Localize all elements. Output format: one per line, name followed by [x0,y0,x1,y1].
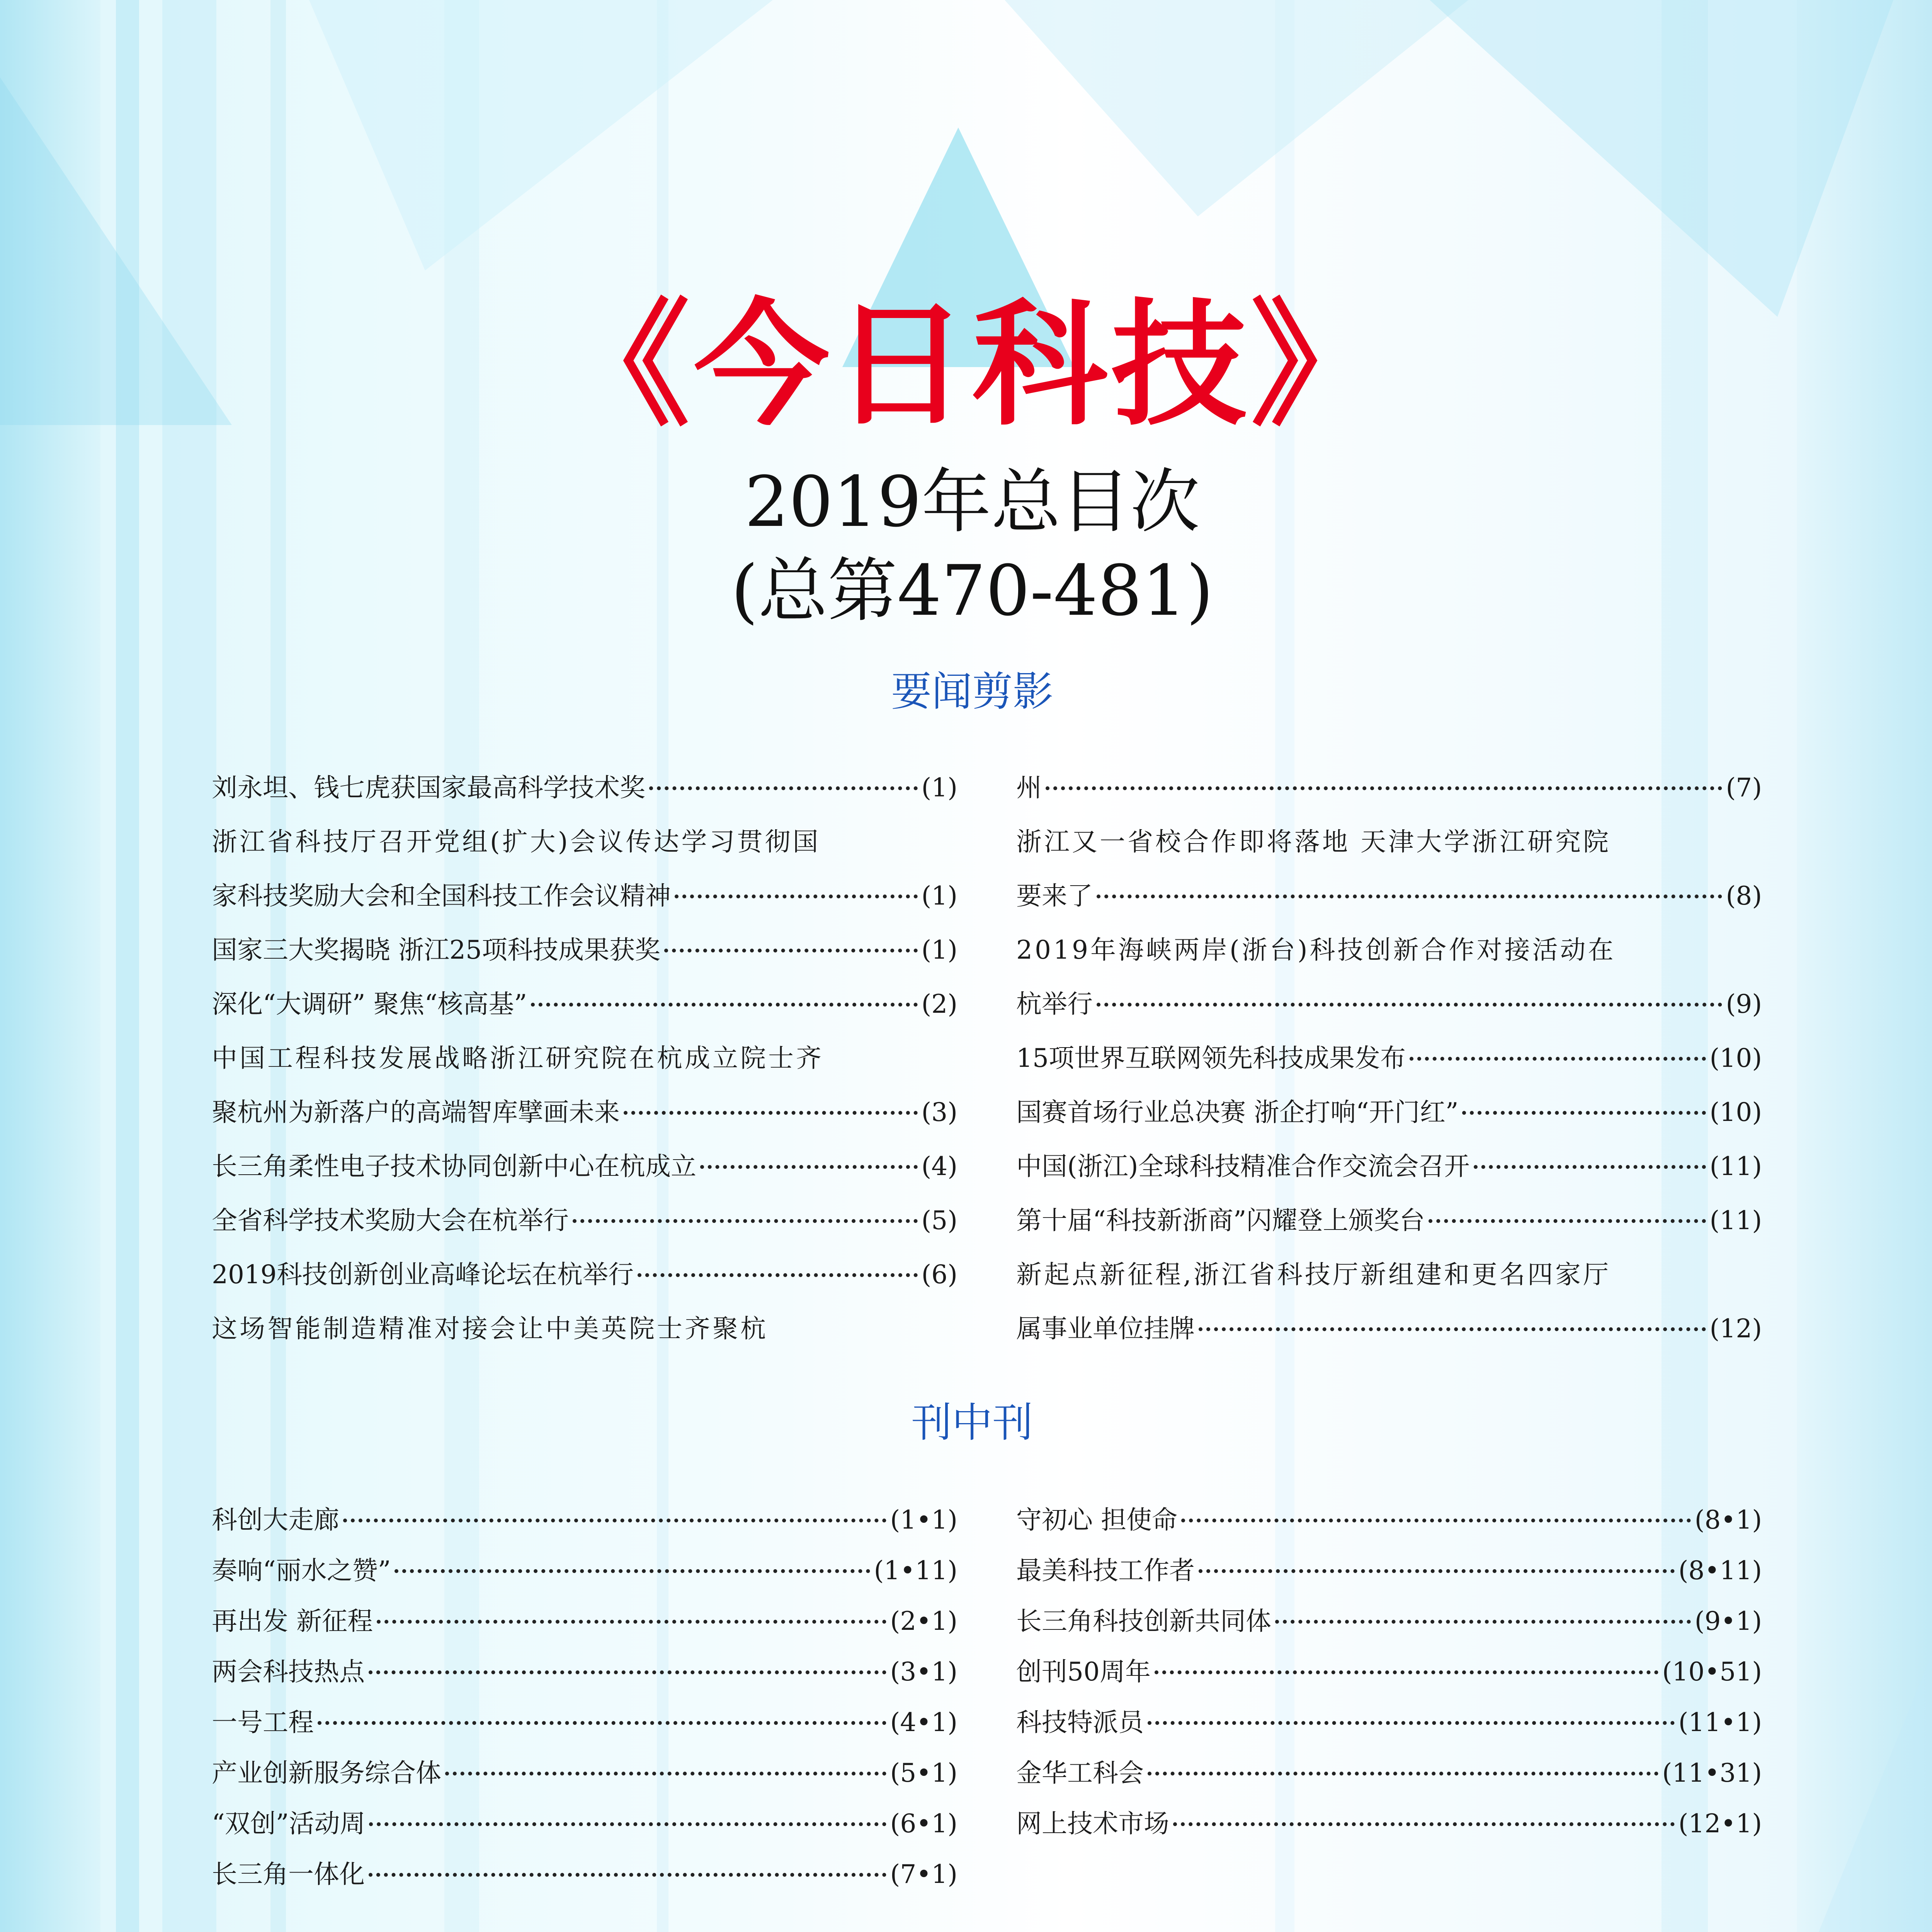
toc-entry-title: 国家三大奖揭晓 浙江25项科技成果获奖 [212,935,660,965]
toc-entry-page: (5•1) [890,1758,957,1788]
toc-entry [1016,1146,1762,1200]
toc-entry-title: 一号工程 [212,1708,314,1737]
toc-leader-dots [1181,1519,1691,1522]
toc-leader-dots [1148,1721,1675,1725]
toc-entry-page: (7) [1726,773,1762,803]
toc-leader-dots [1199,1569,1675,1573]
toc-entry-title: 创刊50周年 [1016,1657,1151,1687]
toc-entry-line: 中国工程科技发展战略浙江研究院在杭成立院士齐 [212,1043,824,1073]
toc-entry-title: 国赛首场行业总决赛 浙企打响“开门红” [1016,1097,1459,1127]
toc-leader-dots [369,1873,886,1877]
toc-leader-dots [1046,786,1722,790]
toc-entry-title: 最美科技工作者 [1016,1556,1195,1585]
toc-column-inner-right [1016,1499,1762,1854]
toc-entry-page: (8) [1726,881,1762,911]
toc-entry-page: (4•1) [890,1708,957,1737]
toc-entry-page: (11•1) [1678,1708,1762,1737]
toc-entry-page: (6•1) [890,1809,957,1838]
page-subtitle-year: 2019年总目次 [744,462,1200,543]
toc-entry [212,929,957,983]
toc-entry-page: (12) [1709,1314,1762,1344]
toc-entry [212,1499,957,1550]
toc-entry [1016,767,1762,821]
toc-column-news-left [212,767,957,1362]
toc-entry-page: (11) [1709,1151,1762,1181]
toc-entry-page: (4) [921,1151,957,1181]
toc-entry-title: 长三角科技创新共同体 [1016,1606,1271,1636]
toc-entry-page: (10) [1709,1097,1762,1127]
toc-entry-title: 第十届“科技新浙商”闪耀登上颁奖台 [1016,1206,1425,1235]
page-subtitle-issues: (总第470-481) [731,551,1214,631]
toc-entry [212,767,957,821]
toc-entry-title: 属事业单位挂牌 [1016,1314,1195,1344]
toc-entry-page: (8•11) [1678,1556,1762,1585]
toc-entry [212,1702,957,1752]
toc-leader-dots [1155,1670,1658,1674]
toc-entry [212,1752,957,1803]
toc-entry-title: “双创”活动周 [212,1809,366,1838]
toc-entry-title: 守初心 担使命 [1016,1505,1177,1535]
toc-entry-title: 深化“大调研” 聚焦“核高基” [212,989,527,1019]
toc-entry [1016,1702,1762,1752]
toc-entry [1016,1803,1762,1854]
toc-entry [1016,983,1762,1037]
toc-leader-dots [573,1219,918,1223]
toc-entry [212,1803,957,1854]
toc-entry-page: (3•1) [890,1657,957,1687]
toc-entry [212,1200,957,1254]
toc-entry-page: (2•1) [890,1606,957,1636]
toc-entry-page: (5) [921,1206,957,1235]
toc-leader-dots [624,1111,918,1115]
toc-entry-page: (6) [921,1260,957,1289]
toc-leader-dots [638,1273,918,1277]
toc-entry [1016,1200,1762,1254]
toc-entry-page: (1) [921,773,957,803]
toc-entry-title: 中国(浙江)全球科技精准合作交流会召开 [1016,1151,1470,1181]
toc-entry-page: (10•51) [1662,1657,1762,1687]
toc-entry-title: 科创大走廊 [212,1505,339,1535]
toc-leader-dots [1148,1772,1658,1776]
toc-entry [212,1854,957,1904]
toc-entry-title: 刘永坦、钱七虎获国家最高科学技术奖 [212,773,645,803]
toc-leader-dots [369,1670,886,1674]
toc-column-news-right [1016,767,1762,1362]
toc-entry [212,983,957,1037]
toc-leader-dots [318,1721,886,1725]
toc-leader-dots [1462,1111,1706,1115]
toc-entry-title: 州 [1016,773,1042,803]
toc-entry-title: 全省科学技术奖励大会在杭举行 [212,1206,569,1235]
toc-entry [1016,1092,1762,1146]
toc-entry [212,1092,957,1146]
toc-entry [1016,875,1762,929]
toc-entry [212,1600,957,1651]
toc-entry [1016,1600,1762,1651]
toc-leader-dots [369,1822,886,1826]
section-heading-inner: 刊中刊 [911,1399,1033,1446]
toc-entry-title: 2019科技创新创业高峰论坛在杭举行 [212,1260,634,1289]
toc-entry-page: (1) [921,881,957,911]
toc-entry-title: 15项世界互联网领先科技成果发布 [1016,1043,1406,1073]
toc-entry-title: 长三角柔性电子技术协同创新中心在杭成立 [212,1151,696,1181]
toc-entry-page: (2) [921,989,957,1019]
toc-entry-page: (1) [921,935,957,965]
section-heading-news: 要闻剪影 [891,668,1053,715]
toc-entry-title: 聚杭州为新落户的高端智库擘画未来 [212,1097,620,1127]
toc-entry-page: (9•1) [1694,1606,1762,1636]
toc-entry [1016,1037,1762,1092]
toc-leader-dots [1474,1165,1706,1169]
toc-entry-title: 科技特派员 [1016,1708,1144,1737]
toc-entry-title: 长三角一体化 [212,1859,365,1889]
toc-entry [212,1146,957,1200]
toc-entry [212,1254,957,1308]
toc-entry [212,875,957,929]
toc-column-inner-left [212,1499,957,1904]
toc-leader-dots [675,895,918,898]
toc-leader-dots [377,1620,886,1624]
toc-entry-page: (10) [1709,1043,1762,1073]
toc-entry-page: (1•1) [890,1505,957,1535]
toc-entry-line: 这场智能制造精准对接会让中美英院士齐聚杭 [212,1314,768,1344]
toc-entry-title: 网上技术市场 [1016,1809,1169,1838]
toc-entry-page: (3) [921,1097,957,1127]
toc-leader-dots [531,1003,918,1007]
toc-entry-title: 奏响“丽水之赞” [212,1556,391,1585]
toc-leader-dots [1199,1327,1706,1331]
toc-entry [1016,1752,1762,1803]
toc-leader-dots [395,1569,870,1573]
page-title: 《今日科技》 [555,286,1389,444]
toc-leader-dots [1275,1620,1691,1624]
toc-entry-title: 金华工科会 [1016,1758,1144,1788]
toc-entry-title: 杭举行 [1016,989,1093,1019]
toc-leader-dots [1173,1822,1675,1826]
toc-entry-line: 浙江省科技厅召开党组(扩大)会议传达学习贯彻国 [212,827,821,857]
toc-entry-line: 新起点新征程,浙江省科技厅新组建和更名四家厅 [1016,1260,1611,1289]
toc-leader-dots [1410,1057,1706,1061]
toc-leader-dots [1429,1219,1706,1223]
toc-entry-page: (11•31) [1662,1758,1762,1788]
toc-leader-dots [1097,895,1722,898]
toc-entry-line: 浙江又一省校合作即将落地 天津大学浙江研究院 [1016,827,1611,857]
toc-entry-page: (7•1) [890,1859,957,1889]
toc-entry [1016,1651,1762,1702]
toc-entry [212,1651,957,1702]
toc-entry [1016,1499,1762,1550]
toc-entry [1016,1308,1762,1362]
toc-entry-line: 2019年海峡两岸(浙台)科技创新合作对接活动在 [1016,935,1616,965]
toc-leader-dots [649,786,918,790]
toc-entry [212,1550,957,1600]
toc-leader-dots [664,949,918,952]
toc-leader-dots [1097,1003,1722,1007]
toc-leader-dots [445,1772,886,1776]
toc-entry-page: (12•1) [1678,1809,1762,1838]
toc-entry-title: 再出发 新征程 [212,1606,373,1636]
toc-entry-page: (8•1) [1694,1505,1762,1535]
toc-entry-page: (11) [1709,1206,1762,1235]
toc-entry-page: (1•11) [874,1556,957,1585]
toc-entry [1016,1550,1762,1600]
toc-entry-title: 家科技奖励大会和全国科技工作会议精神 [212,881,671,911]
toc-leader-dots [343,1519,886,1522]
toc-entry-page: (9) [1726,989,1762,1019]
toc-entry-title: 产业创新服务综合体 [212,1758,441,1788]
toc-leader-dots [700,1165,918,1169]
toc-entry-title: 两会科技热点 [212,1657,365,1687]
toc-entry-title: 要来了 [1016,881,1093,911]
